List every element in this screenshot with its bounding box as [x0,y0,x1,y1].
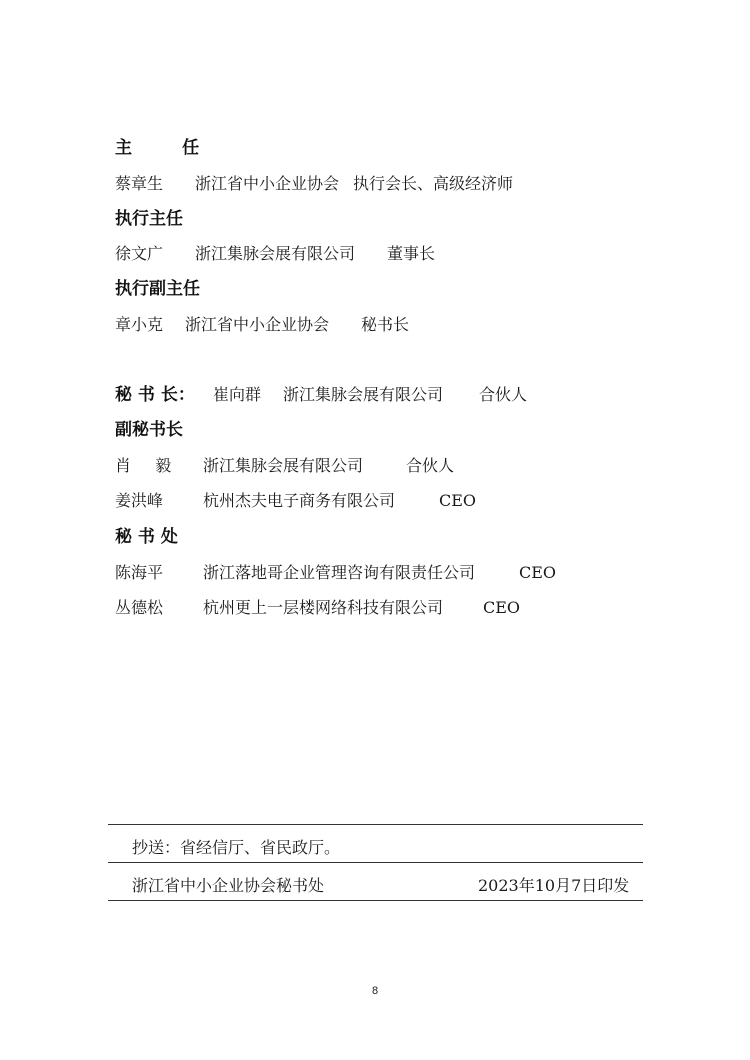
row-secretariat-1 [115,598,520,618]
member-title: 秘书长 [361,315,410,334]
row-executive-director-0 [115,244,435,264]
footer-rule-middle [108,862,643,863]
member-name: 徐文广 [115,244,164,263]
heading-director-text: 主 任 [115,138,222,158]
member-org: 浙江集脉会展有限公司 [203,456,364,475]
page-number: 8 [371,985,379,997]
issue-date: 2023年10月7日印发 [478,876,630,895]
heading-secretary-general: 秘 书 长： [115,385,195,405]
heading-deputy-secretary-general [115,420,183,440]
member-title: CEO [439,491,477,510]
member-name: 肖 毅 [115,456,172,475]
heading-executive-deputy-director [115,279,200,299]
member-name: 蔡章生 [115,174,164,193]
member-title: 执行会长、高级经济师 [353,174,514,193]
member-org: 浙江集脉会展有限公司 [283,385,444,404]
row-deputy-secretary-general-0 [115,456,454,476]
member-name: 章小克 [115,315,164,334]
heading-executive-director-text: 执行主任 [115,209,183,229]
heading-secretariat-text: 秘 书 处 [115,527,178,547]
heading-executive-director [115,209,183,229]
row-secretariat-0 [115,563,556,583]
heading-executive-deputy-director-text: 执行副主任 [115,279,200,299]
member-title: CEO [483,598,521,617]
member-title: 董事长 [387,244,436,263]
heading-secretariat [115,527,178,547]
member-name: 丛德松 [115,598,164,617]
row-executive-deputy-director-0 [115,315,409,335]
heading-deputy-secretary-general-text: 副秘书长 [115,420,183,440]
member-name: 崔向群 [213,385,262,404]
member-org: 浙江省中小企业协会 [195,174,340,193]
row-director-0 [115,174,513,194]
row-secretary-general [115,385,527,405]
member-name: 陈海平 [115,563,164,582]
member-title: 合伙人 [406,456,455,475]
heading-director [115,138,221,158]
row-deputy-secretary-general-1 [115,491,476,511]
member-org: 浙江集脉会展有限公司 [195,244,356,263]
member-org: 杭州杰夫电子商务有限公司 [203,491,396,510]
issuer: 浙江省中小企业协会秘书处 [132,876,325,895]
member-name: 姜洪峰 [115,491,164,510]
footer-rule-bottom [108,900,643,901]
member-org: 浙江省中小企业协会 [185,315,330,334]
member-org: 杭州更上一层楼网络科技有限公司 [203,598,444,617]
member-org: 浙江落地哥企业管理咨询有限责任公司 [203,563,476,582]
member-title: 合伙人 [479,385,528,404]
member-title: CEO [519,563,557,582]
footer-rule-top [108,824,643,825]
cc-line: 抄送：省经信厅、省民政厅。 [132,838,341,857]
